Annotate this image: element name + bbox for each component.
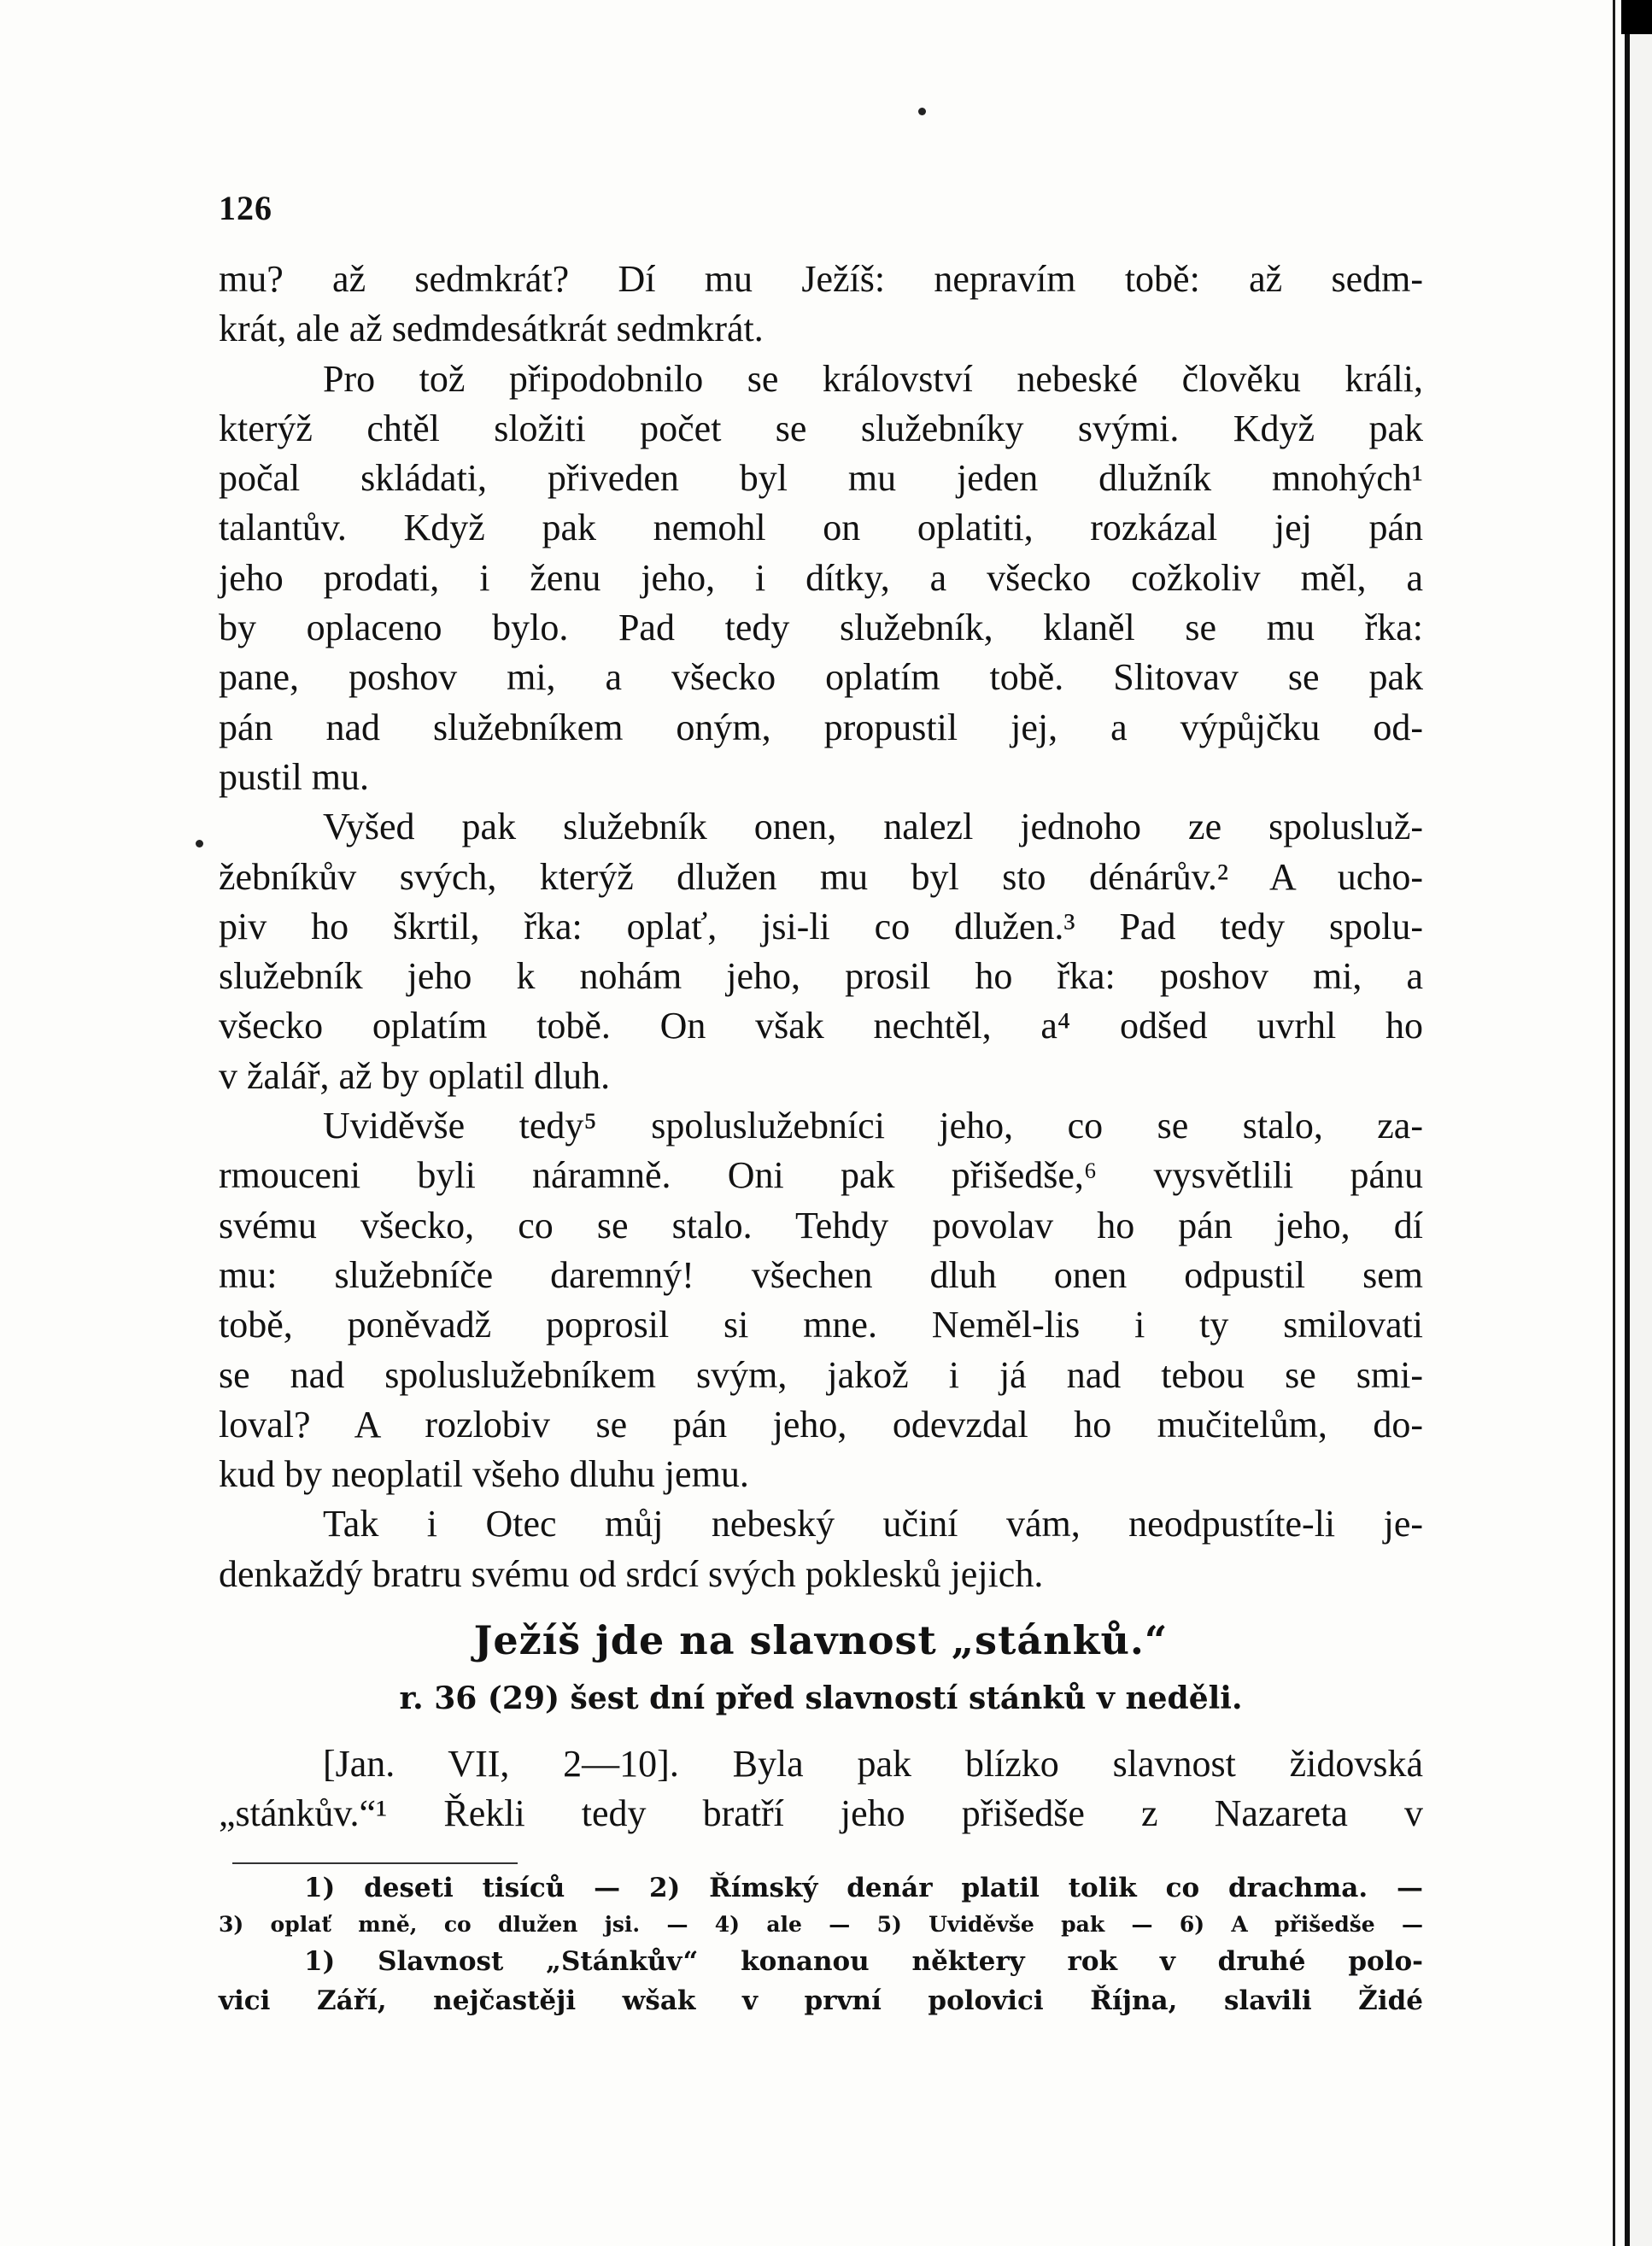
footnote-divider xyxy=(232,1862,518,1864)
main-paragraphs xyxy=(219,255,1423,1599)
footnote-line: 1) Slavnost „Stánkův“ konanou některy rok v druhé polo- xyxy=(304,1946,1423,1977)
text-line: v žalář, až by oplatil dluh. xyxy=(219,1054,611,1097)
footnote-line: 1) deseti tisíců — 2) Římský denár platil tolik co drachma. — xyxy=(304,1873,1423,1903)
text-line: talantův. Když pak nemohl on oplatiti, rozkázal jej pán xyxy=(219,507,1423,549)
text-line: všecko oplatím tobě. On však nechtěl, a⁴ odšed uvrhl ho xyxy=(219,1005,1423,1047)
footnotes xyxy=(219,1868,1423,2020)
text-line: mu? až sedmkrát? Dí mu Ježíš: nepravím tobě: až sedm- xyxy=(219,258,1423,300)
text-line: služebník jeho k nohám jeho, prosil ho řka: poshov mi, a xyxy=(219,955,1423,998)
text-line: pán nad služebníkem oným, propustil jej, a výpůjčku od- xyxy=(219,706,1423,748)
text-line: svému všecko, co se stalo. Tehdy povolav ho pán jeho, dí xyxy=(219,1204,1423,1246)
scan-corner-mark xyxy=(1621,0,1652,34)
text-line: žebníkův svých, kterýž dlužen mu byl sto dénárův.² A ucho- xyxy=(219,855,1423,898)
scan-speck xyxy=(196,840,203,847)
text-line: denkaždý bratru svému od srdcí svých poklesků jejich. xyxy=(219,1552,1044,1595)
text-line: piv ho škrtil, řka: oplať, jsi-li co dlužen.³ Pad tedy spolu- xyxy=(219,905,1423,947)
scan-edge-line xyxy=(1613,0,1615,2246)
text-line: kterýž chtěl složiti počet se služebníky svými. Když pak xyxy=(219,407,1423,449)
text-line: Vyšed pak služebník onen, nalezl jednoho ze spolusluž- xyxy=(323,806,1423,848)
text-line: jeho prodati, i ženu jeho, i dítky, a všecko cožkoliv měl, a xyxy=(219,556,1423,599)
text-line: se nad spoluslužebníkem svým, jakož i já nad tebou se smi- xyxy=(219,1353,1423,1396)
scan-speck xyxy=(918,108,926,115)
scan-edge-background xyxy=(1630,0,1652,2246)
text-line: Uviděvše tedy⁵ spoluslužebníci jeho, co se stalo, za- xyxy=(323,1105,1423,1147)
text-line: pane, poshov mi, a všecko oplatím tobě. Slitovav se pak xyxy=(219,656,1423,699)
section-subheading: r. 36 (29) šest dní před slavností stánků v neděli. xyxy=(399,1680,1243,1716)
text-line: mu: služebníče daremný! všechen dluh onen odpustil sem xyxy=(219,1253,1423,1296)
text-line: „stánkův.“¹ Řekli tedy bratří jeho přišedše z Nazareta v xyxy=(219,1792,1423,1835)
second-paragraph xyxy=(219,1739,1423,1839)
section-heading: Ježíš jde na slavnost „stánků.“ xyxy=(473,1617,1169,1663)
page-number: 126 xyxy=(219,189,272,227)
scan-edge-line xyxy=(1625,0,1630,2246)
text-line: by oplaceno bylo. Pad tedy služebník, klaněl se mu řka: xyxy=(219,607,1423,649)
text-line: tobě, poněvadž poprosil si mne. Neměl-lis i ty smilovati xyxy=(219,1304,1423,1346)
text-line: pustil mu. xyxy=(219,755,370,798)
text-line: Tak i Otec můj nebeský učiní vám, neodpustíte-li je- xyxy=(323,1503,1423,1545)
text-line: počal skládati, přiveden byl mu jeden dlužník mnohých¹ xyxy=(219,457,1423,500)
footnote-line: 3) oplať mně, co dlužen jsi. — 4) ale — 5) Uviděvše pak — 6) A přišedše — xyxy=(219,1912,1423,1937)
text-line: loval? A rozlobiv se pán jeho, odevzdal ho mučitelům, do- xyxy=(219,1403,1423,1446)
footnote-line: vici Září, nejčastěji wšak v první polovici Října, slavili Židé xyxy=(219,1985,1423,2016)
text-line: rmouceni byli náramně. Oni pak přišedše,⁶ vysvětlili pánu xyxy=(219,1154,1423,1197)
text-line: [Jan. VII, 2—10]. Byla pak blízko slavnost židovská xyxy=(323,1743,1423,1785)
text-line: krát, ale až sedmdesátkrát sedmkrát. xyxy=(219,308,764,350)
text-line: Pro tož připodobnilo se království nebeské člověku králi, xyxy=(323,357,1423,400)
text-line: kud by neoplatil všeho dluhu jemu. xyxy=(219,1453,749,1496)
